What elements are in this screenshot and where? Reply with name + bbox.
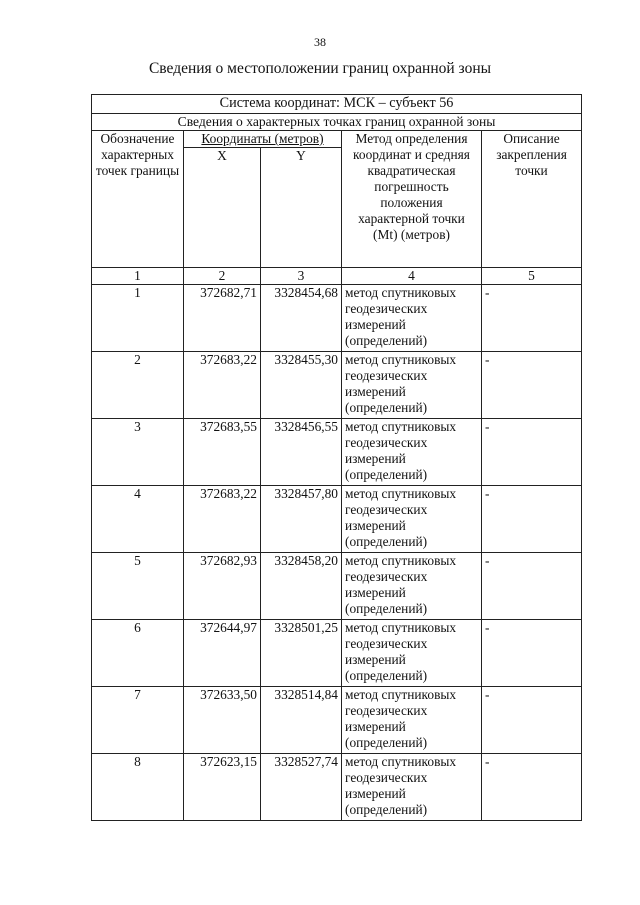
table-subheading: Сведения о характерных точках границ охранной зоны [92, 114, 582, 131]
point-number-cell: 4 [92, 486, 184, 553]
y-header: Y [261, 148, 342, 268]
table-row [92, 419, 582, 486]
x-coordinate-cell: 372683,22 [184, 352, 261, 419]
page-number: 38 [314, 35, 326, 49]
point-number-cell: 1 [92, 285, 184, 352]
point-number-cell: 6 [92, 620, 184, 687]
method-cell: метод спутниковых геодезических измерений (определений) [342, 553, 482, 620]
x-coordinate-cell: 372683,55 [184, 419, 261, 486]
point-number-cell: 5 [92, 553, 184, 620]
description-cell: - [482, 754, 582, 821]
x-header: X [184, 148, 261, 268]
description-cell: - [482, 553, 582, 620]
method-cell: метод спутниковых геодезических измерений (определений) [342, 285, 482, 352]
method-cell: метод спутниковых геодезических измерений (определений) [342, 620, 482, 687]
x-coordinate-cell: 372633,50 [184, 687, 261, 754]
column-numbers-row [92, 268, 582, 285]
y-coordinate-cell: 3328458,20 [261, 553, 342, 620]
description-cell: - [482, 419, 582, 486]
description-cell: - [482, 352, 582, 419]
table-row [92, 352, 582, 419]
x-coordinate-cell: 372682,71 [184, 285, 261, 352]
method-header: Метод определения координат и средняя квадратическая погрешность положения характерной точки (Mt) (метров) [342, 131, 482, 268]
coordinate-system: Система координат: МСК – субъект 56 [92, 95, 582, 114]
y-coordinate-cell: 3328501,25 [261, 620, 342, 687]
method-cell: метод спутниковых геодезических измерений (определений) [342, 754, 482, 821]
column-number: 4 [342, 268, 482, 285]
table-row [92, 620, 582, 687]
x-coordinate-cell: 372644,97 [184, 620, 261, 687]
y-coordinate-cell: 3328454,68 [261, 285, 342, 352]
coordinates-header [184, 131, 342, 148]
x-coordinate-cell: 372623,15 [184, 754, 261, 821]
coordinates-table [91, 94, 582, 821]
table-row [92, 285, 582, 352]
column-number: 5 [482, 268, 582, 285]
method-cell: метод спутниковых геодезических измерений (определений) [342, 687, 482, 754]
description-cell: - [482, 486, 582, 553]
description-cell: - [482, 285, 582, 352]
y-coordinate-cell: 3328527,74 [261, 754, 342, 821]
table-row [92, 553, 582, 620]
method-cell: метод спутниковых геодезических измерений (определений) [342, 352, 482, 419]
point-number-cell: 2 [92, 352, 184, 419]
point-number-cell: 8 [92, 754, 184, 821]
method-cell: метод спутниковых геодезических измерений (определений) [342, 419, 482, 486]
point-number-cell: 3 [92, 419, 184, 486]
method-cell: метод спутниковых геодезических измерений (определений) [342, 486, 482, 553]
coordinates-header-label: Координаты (метров) [201, 131, 324, 146]
designation-header: Обозначение характерных точек границы [92, 131, 184, 268]
y-coordinate-cell: 3328455,30 [261, 352, 342, 419]
column-number: 2 [184, 268, 261, 285]
point-number-cell: 7 [92, 687, 184, 754]
x-coordinate-cell: 372682,93 [184, 553, 261, 620]
x-coordinate-cell: 372683,22 [184, 486, 261, 553]
document-title: Сведения о местоположении границ охранной зоны [148, 60, 492, 77]
description-cell: - [482, 687, 582, 754]
description-header: Описание закрепления точки [482, 131, 582, 268]
y-coordinate-cell: 3328457,80 [261, 486, 342, 553]
y-coordinate-cell: 3328514,84 [261, 687, 342, 754]
table-row [92, 754, 582, 821]
table-row [92, 486, 582, 553]
description-cell: - [482, 620, 582, 687]
y-coordinate-cell: 3328456,55 [261, 419, 342, 486]
column-number: 1 [92, 268, 184, 285]
column-number: 3 [261, 268, 342, 285]
table-row [92, 687, 582, 754]
